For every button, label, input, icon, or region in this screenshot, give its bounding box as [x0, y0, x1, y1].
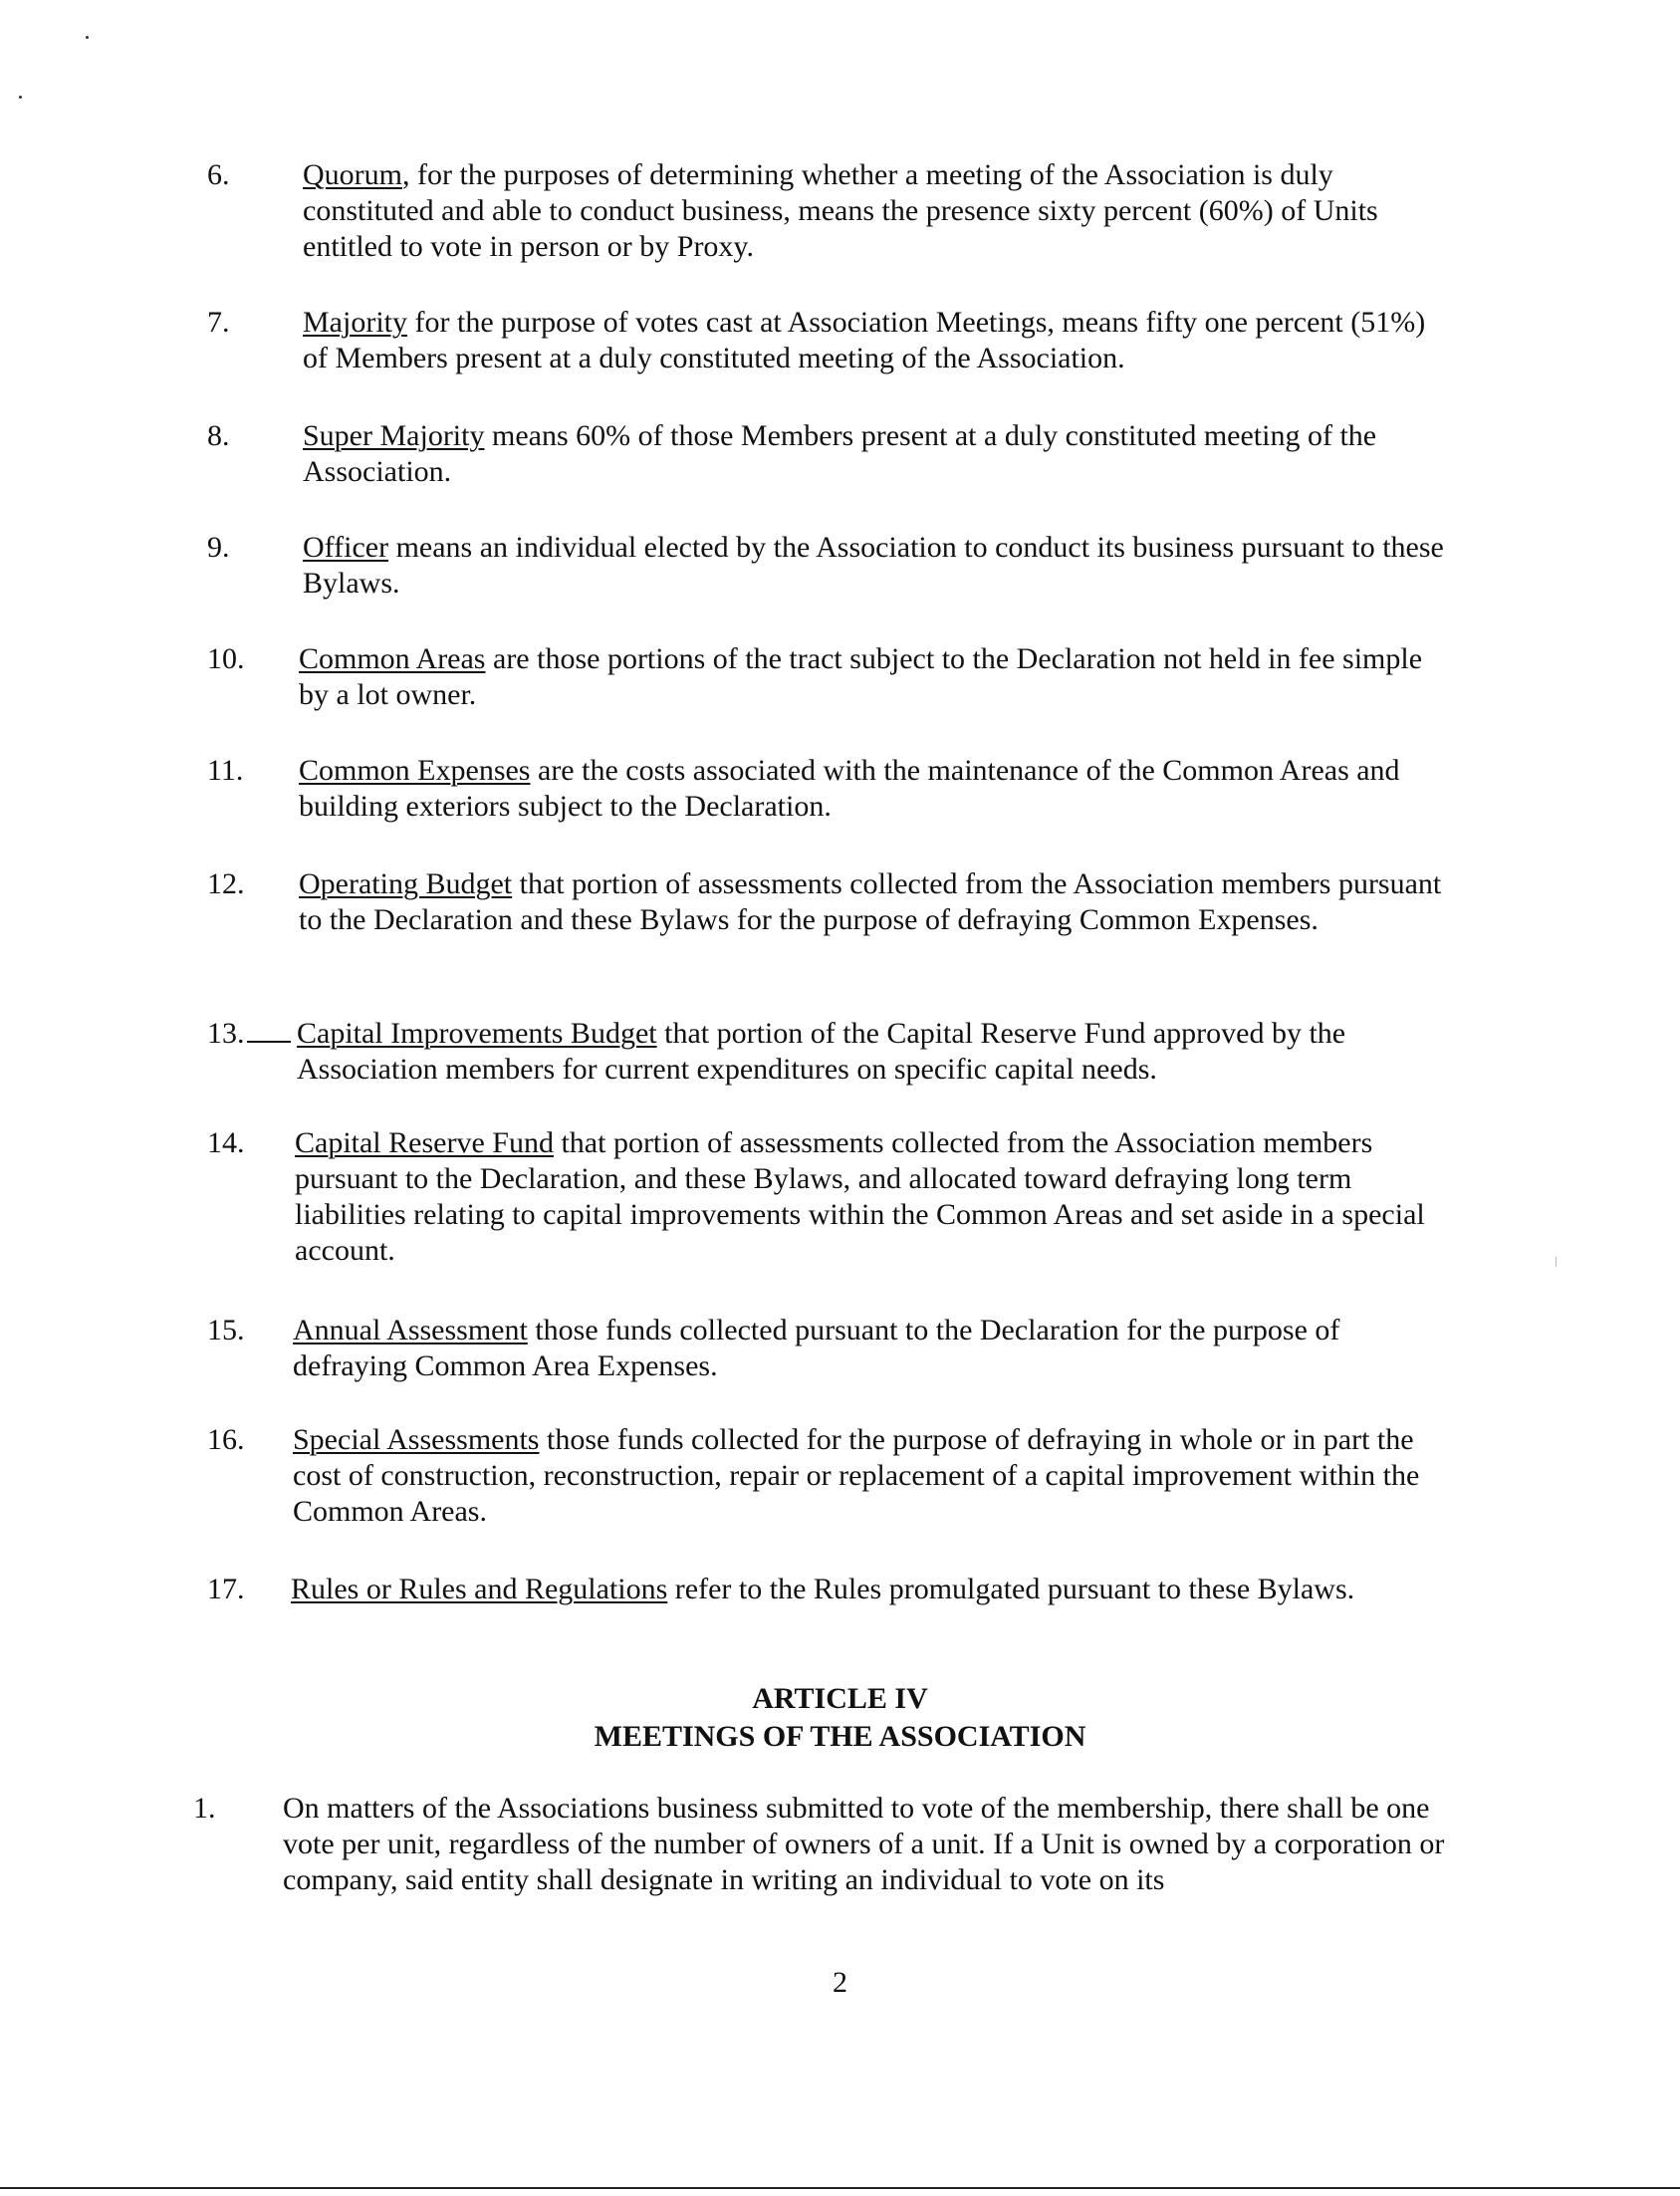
scan-speck — [86, 36, 89, 39]
definition-text: means an individual elected by the Association to conduct its business pursuant to these Bylaws. — [303, 531, 1444, 600]
definition-16 — [207, 1422, 1452, 1530]
scan-mark — [1556, 1257, 1557, 1267]
definition-text: those funds collected pursuant to the Declaration for the purpose of defraying Common Area Expenses. — [293, 1314, 1340, 1382]
definition-text: for the purpose of votes cast at Association Meetings, means fifty one percent (51%) of Members present at a duly constituted meeting of the Association. — [303, 306, 1426, 374]
definition-number: 9. — [207, 531, 230, 564]
definition-6 — [207, 157, 1452, 265]
definition-text: that portion of assessments collected from the Association members pursuant to the Declaration and these Bylaws for the purpose of defraying Common Expenses. — [299, 867, 1442, 936]
definition-term: Capital Reserve Fund — [295, 1126, 554, 1159]
definition-number: 7. — [207, 306, 230, 339]
page-bottom-edge — [0, 2187, 1680, 2189]
definition-number: 12. — [207, 867, 245, 900]
paragraph-number: 1. — [193, 1792, 216, 1825]
definition-number: 10. — [207, 642, 245, 675]
definition-10 — [207, 641, 1452, 713]
definition-15 — [207, 1313, 1452, 1384]
definition-term: Common Areas — [299, 642, 486, 675]
article-paragraph-1 — [193, 1791, 1458, 1898]
definition-13 — [207, 1016, 1452, 1088]
definition-term: Operating Budget — [299, 867, 513, 900]
definition-text: , for the purposes of determining whether a meeting of the Association is duly constituted and able to conduct business, means the presence sixty percent (60%) of Units entitled to vote in person or by Proxy. — [303, 158, 1378, 263]
paragraph-text: On matters of the Associations business submitted to vote of the membership, there shall be one vote per unit, regardless of the number of owners of a unit. If a Unit is owned by a corporation or company, said entity shall designate in writing an individual to vote on its — [283, 1792, 1445, 1896]
page-number: 2 — [833, 1966, 847, 1999]
definition-number: 17. — [207, 1573, 245, 1605]
definition-9 — [207, 530, 1452, 602]
definition-number: 15. — [207, 1314, 245, 1346]
definition-number: 6. — [207, 158, 230, 191]
definition-number: 8. — [207, 419, 230, 452]
article-title-heading: MEETINGS OF THE ASSOCIATION — [594, 1720, 1086, 1753]
article-number-heading: ARTICLE IV — [752, 1682, 928, 1715]
definition-number: 11. — [207, 754, 244, 787]
definition-term: Capital Improvements Budget — [297, 1017, 657, 1050]
definition-text: are the costs associated with the maintenance of the Common Areas and building exteriors subject to the Declaration. — [299, 754, 1400, 823]
definition-text: refer to the Rules promulgated pursuant to these Bylaws. — [667, 1573, 1355, 1605]
definition-number: 14. — [207, 1126, 245, 1159]
definition-number: 16. — [207, 1423, 245, 1456]
definition-7 — [207, 305, 1452, 376]
definition-text: those funds collected for the purpose of defraying in whole or in part the cost of construction, reconstruction, repair or replacement of a capital improvement within the Common Areas. — [293, 1423, 1420, 1528]
definition-term: Rules or Rules and Regulations — [291, 1573, 668, 1605]
definition-text: means 60% of those Members present at a duly constituted meeting of the Association. — [303, 419, 1377, 488]
definition-8 — [207, 418, 1452, 490]
definition-term: Special Assessments — [293, 1423, 540, 1456]
definition-17 — [207, 1572, 1452, 1607]
scan-speck — [19, 96, 22, 99]
definition-text: are those portions of the tract subject to the Declaration not held in fee simple by a lot owner. — [299, 642, 1423, 711]
definition-text: that portion of the Capital Reserve Fund approved by the Association members for current expenditures on specific capital needs. — [297, 1017, 1346, 1086]
definition-11 — [207, 753, 1452, 825]
definition-14 — [207, 1125, 1452, 1269]
definition-12 — [207, 866, 1452, 938]
definition-term: Annual Assessment — [293, 1314, 528, 1346]
definition-term: Common Expenses — [299, 754, 531, 787]
definition-term: Majority — [303, 306, 407, 339]
definition-term: Quorum — [303, 158, 402, 191]
definition-term: Officer — [303, 531, 389, 564]
definition-term: Super Majority — [303, 419, 485, 452]
definition-number: 13. — [207, 1016, 291, 1052]
definition-text: that portion of assessments collected from the Association members pursuant to the Declaration, and these Bylaws, and allocated toward defraying long term liabilities relating to capital improvements within the Common Areas and set aside in a special account. — [295, 1126, 1425, 1267]
